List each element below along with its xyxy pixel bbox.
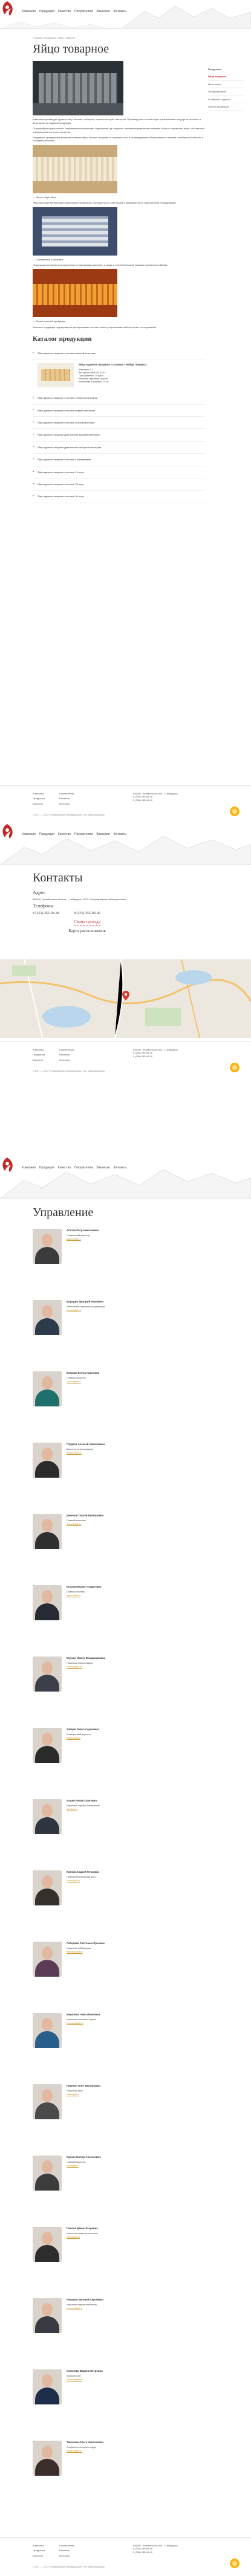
person-email[interactable]: zaitsev@ptf.ru [67, 1736, 81, 1739]
footer-link[interactable]: Контакты [59, 802, 70, 805]
person-role: Начальник службы безопасности [67, 1805, 100, 1808]
photo-head [42, 1305, 53, 1318]
photo-body [35, 1889, 59, 1905]
footer [0, 2537, 251, 2575]
person-info [67, 2369, 103, 2404]
person-role: Главный энергетик [67, 2161, 86, 2164]
product-name: Яйцо куриное пищевое столовое «Чебар. Фермы» [79, 363, 147, 367]
catalog-heading: Каталог продукции [33, 335, 92, 343]
footer-links [33, 2544, 74, 2559]
footer-link[interactable]: Покупателям [59, 1048, 74, 1051]
person-info [67, 1799, 100, 1834]
person-role: Юрисконсульт [67, 2375, 81, 2378]
sidebar-item[interactable]: Мясо птицы [208, 81, 244, 88]
copyright: © 2017 — ООО «Птицефабрика Чебаркульская». Все права защищены [33, 814, 105, 816]
person-photo [33, 1443, 62, 1478]
nav-item[interactable]: Продукция [39, 10, 54, 13]
person-info [67, 2227, 98, 2262]
nav-item[interactable]: Контакты [113, 1166, 127, 1170]
photo-caption: — Склад готовой продукции [33, 320, 66, 323]
paragraph: Продукция поставляется в картонных и пластиковых кассетах, а также в потребительской упаковке различного объема. [33, 263, 168, 266]
person-info [67, 1942, 105, 1977]
photo-head [42, 2303, 53, 2316]
nav-item[interactable]: Качество [57, 10, 71, 13]
header-band [0, 1156, 251, 1199]
footer-link[interactable]: Компания [33, 2544, 44, 2547]
person-role: Коммерческий директор [67, 1733, 91, 1736]
person-info [67, 1443, 105, 1478]
person-name: Павлов Денис Игоревич [67, 2227, 98, 2230]
person-email[interactable]: lebedeva@ptf.ru [67, 1950, 83, 1953]
person-name: Жукова Ирина Владимировна [67, 1657, 105, 1660]
person-name: Ильин Роман Олегович [67, 1799, 97, 1802]
logo-icon[interactable] [0, 0, 15, 17]
nav-item[interactable]: Контакты [113, 10, 127, 13]
photo-body [35, 1461, 59, 1478]
sidebar-item[interactable]: Яйцо товарное [208, 73, 244, 80]
person-name: Гордеев Алексей Николаевич [67, 1443, 105, 1446]
sidebar-item[interactable]: Прочая продукция [208, 103, 244, 111]
nav-item[interactable]: Компания [22, 832, 36, 836]
person-role: Главный зоотехник [67, 1519, 86, 1522]
product-line: Количество в упаковке: 10 шт. [79, 380, 109, 383]
footer-link[interactable]: Компания [33, 792, 44, 795]
photo-body [35, 2388, 59, 2404]
catalog-item[interactable]: + Яйцо куриное пищевое столовое второй категории [33, 417, 205, 429]
person-email[interactable]: orlov@ptf.ru [67, 2164, 79, 2167]
header-band [0, 823, 251, 865]
logo-icon[interactable] [0, 1156, 15, 1173]
person-name: Орлов Виктор Алексеевич [67, 2156, 101, 2159]
person-card [33, 1657, 205, 1692]
product-image [37, 363, 74, 387]
nav-item[interactable]: Качество [57, 1166, 71, 1170]
catalog-item[interactable]: + Яйцо куриное пищевое диетическое отборной категории [33, 442, 205, 454]
catalog-item[interactable]: + Яйцо куриное пищевое столовое первой категории [33, 405, 205, 417]
person-info [67, 1300, 105, 1335]
person-photo [33, 1799, 62, 1834]
person-email[interactable]: borodin@ptf.ru [67, 1309, 81, 1312]
footer-link[interactable]: Покупателям [59, 792, 74, 795]
product-line: Категория: С1 [79, 369, 93, 372]
nav-item[interactable]: Контакты [113, 832, 127, 836]
person-role: Директор по производству [67, 1448, 94, 1451]
catalog-item[interactable]: + Яйцо куриное пищевое столовое с витаминами [33, 454, 205, 466]
photo-head [42, 2089, 53, 2102]
person-name: Егоров Михаил Андреевич [67, 1585, 102, 1588]
person-card [33, 2156, 205, 2191]
sidebar-item[interactable]: Колбасные изделия [208, 96, 244, 103]
map-heading: Карта расположения [68, 928, 106, 933]
paragraph: Ежедневно предприятие выпускает свежее яйцо, которое поступает в торговые сети и на предприятия общественного питания Челябинской области и соседних регионов. [33, 135, 204, 143]
person-name: Морозова Анна Ивановна [67, 2013, 100, 2016]
photo-head [42, 1946, 53, 1960]
photo-head [42, 1376, 53, 1389]
footer-phone[interactable]: 8 (351) 255-94-48 [133, 2547, 153, 2551]
person-photo [33, 1585, 62, 1620]
photo-collection-line [33, 145, 117, 193]
product-line: Вес одного яйца: 55–64,9 г [79, 372, 106, 375]
person-info [67, 1657, 105, 1692]
page-title: Яйцо товарное [33, 42, 109, 56]
photo-body [35, 1318, 59, 1335]
photo-head [42, 2160, 53, 2174]
nav-item[interactable]: Вакансии [96, 10, 110, 13]
nav-item[interactable]: Продукция [39, 1166, 54, 1170]
person-card [33, 1870, 205, 1905]
person-card [33, 2441, 205, 2476]
person-role: Главный ветеринарный врач [67, 1876, 96, 1879]
person-email[interactable]: denisov@ptf.ru [67, 1522, 82, 1525]
footer-phone[interactable]: 8 (351) 255-94-49 [133, 798, 153, 802]
footer [0, 1042, 251, 1079]
nav-item[interactable]: Компания [22, 10, 36, 13]
photo-head [42, 1875, 53, 1889]
person-card [33, 1300, 205, 1335]
person-info [67, 2013, 100, 2048]
person-role: Начальник планового отдела [67, 2018, 96, 2021]
product-card [33, 359, 205, 392]
footer-link[interactable]: Продукция [33, 2549, 45, 2552]
person-card [33, 1443, 205, 1478]
person-photo [33, 1870, 62, 1905]
catalog-item[interactable]: + Яйцо куриное пищевое столовое 30 штук [33, 491, 205, 503]
person-role: Начальник цеха [67, 2090, 83, 2093]
photo-caption: — Сортировка и упаковка [33, 257, 63, 261]
footer-link[interactable]: Вакансии [59, 2549, 70, 2552]
photo-head [42, 1447, 53, 1461]
person-email[interactable]: vetrova@ptf.ru [67, 1380, 81, 1383]
person-info [67, 1870, 99, 1905]
person-email[interactable]: morozova@ptf.ru [67, 2021, 83, 2024]
sun-icon [230, 1063, 240, 1072]
person-photo [33, 1300, 62, 1335]
person-card [33, 2369, 205, 2404]
person-card [33, 1942, 205, 1977]
photo-body [35, 2245, 59, 2262]
person-name: Никитин Олег Викторович [67, 2084, 100, 2087]
product-line: Срок хранения: 25 суток [79, 375, 103, 378]
person-card [33, 1799, 205, 1834]
photo-head [42, 1733, 53, 1746]
management-page [0, 1156, 251, 2576]
person-card [33, 2084, 205, 2119]
footer-links [33, 792, 74, 807]
footer [0, 785, 251, 823]
photo-body [35, 2174, 59, 2191]
nav-item[interactable]: Вакансии [96, 832, 110, 836]
photo-head [42, 1804, 53, 1817]
person-role: Главный инженер [67, 1591, 85, 1594]
footer-link[interactable]: Контакты [59, 2554, 70, 2557]
person-photo [33, 2084, 62, 2119]
person-info [67, 2441, 103, 2476]
sidebar [208, 68, 244, 111]
person-name: Соколова Марина Петровна [67, 2369, 103, 2372]
person-role: Главный бухгалтер [67, 1377, 86, 1380]
catalog-item[interactable]: + Яйцо куриное пищевое столовое 20 штук [33, 478, 205, 491]
phones [33, 911, 205, 916]
footer-address: 456440, Челябинская обл., г. Чебаркуль [133, 2544, 178, 2547]
photo-head [42, 2232, 53, 2245]
contacts-page [0, 823, 251, 1156]
person-info [67, 2156, 101, 2191]
footer-link[interactable]: Качество [33, 2554, 43, 2557]
phone-number[interactable]: 8 (351) 255-94-48 [33, 911, 59, 915]
photo-head [42, 1661, 53, 1675]
person-info [67, 1371, 99, 1406]
footer-link[interactable]: Продукция [33, 797, 45, 800]
photo-head [42, 2374, 53, 2388]
paragraph: Качество продукции подтверждено декларациями соответствия и результатами лабораторных исследований. [33, 325, 157, 329]
person-name: Бородин Дмитрий Иванович [67, 1300, 104, 1303]
person-card [33, 2013, 205, 2048]
person-name: Тихонова Ольга Николаевна [67, 2441, 103, 2444]
footer-link[interactable]: Компания [33, 1048, 44, 1051]
photo-body [35, 1675, 59, 1692]
footer-link[interactable]: Вакансии [59, 1053, 70, 1057]
nav-item[interactable]: Покупателям [74, 1166, 93, 1170]
photo-head [42, 1234, 53, 1247]
photo-body [35, 2316, 59, 2333]
person-card [33, 1728, 205, 1763]
person-photo [33, 1371, 62, 1406]
product-details [79, 363, 147, 387]
top-nav [22, 10, 126, 14]
person-card [33, 1371, 205, 1406]
phones-heading: Телефоны [33, 903, 54, 909]
photo-head [42, 2446, 53, 2459]
photo-body [35, 1960, 59, 1977]
person-photo [33, 2227, 62, 2262]
footer-phone[interactable]: 8 (351) 255-94-48 [133, 795, 153, 799]
person-photo [33, 1229, 62, 1264]
catalog-item[interactable]: + Яйцо куриное пищевое столовое 10 штук [33, 466, 205, 478]
photo-head [42, 1590, 53, 1603]
catalog-item-open[interactable]: − Яйцо куриное пищевое столовое высшей категории [33, 347, 205, 359]
person-name: Козлов Андрей Петрович [67, 1870, 100, 1873]
person-name: Денисов Сергей Викторович [67, 1514, 104, 1517]
person-photo [33, 2369, 62, 2404]
person-photo [33, 2298, 62, 2333]
photo-body [35, 2102, 59, 2119]
footer-contacts [133, 1048, 212, 1058]
mountain-sketch [0, 823, 251, 865]
top-nav [22, 1166, 126, 1170]
person-name: Лебедева Светлана Юрьевна [67, 1942, 105, 1945]
sun-icon [230, 807, 240, 816]
breadcrumb: Главная / Продукция / Яйцо товарное [33, 36, 75, 39]
person-role: Специалист по охране труда [67, 2446, 96, 2449]
nav-item[interactable]: Покупателям [74, 832, 93, 836]
photo-head [42, 2018, 53, 2031]
top-nav [22, 832, 126, 837]
photo-warehouse [33, 269, 117, 317]
footer-link[interactable]: Вакансии [59, 797, 70, 800]
person-email[interactable]: nikitin@ptf.ru [67, 2093, 80, 2096]
person-name: Романов Евгений Сергеевич [67, 2298, 104, 2301]
person-name: Зайцев Павел Сергеевич [67, 1728, 99, 1731]
nav-item[interactable]: Компания [22, 1166, 36, 1170]
person-card [33, 1585, 205, 1620]
person-email[interactable]: ilyin@ptf.ru [67, 1808, 78, 1811]
footer-link[interactable]: Продукция [33, 1053, 45, 1057]
person-role: Начальник лаборатории [67, 1947, 91, 1950]
person-role: Начальник отдела кадров [67, 1662, 93, 1665]
person-email[interactable]: agapov@ptf.ru [67, 1237, 81, 1240]
photo-caption: — Линия сбора яйца [33, 195, 56, 199]
person-email[interactable]: romanov@ptf.ru [67, 2307, 82, 2310]
person-card [33, 1229, 205, 1264]
footer-address: 456440, Челябинская обл., г. Чебаркуль [133, 1048, 178, 1051]
product-page [0, 0, 251, 823]
catalog-item[interactable]: + Яйцо куриное пищевое столовое отборной категории [33, 392, 205, 404]
person-email[interactable]: kozlov@ptf.ru [67, 1879, 80, 1882]
mountain-sketch [0, 1156, 251, 1199]
person-email[interactable]: gordeev@ptf.ru [67, 1451, 82, 1454]
photo-body [35, 1389, 59, 1406]
nav-item[interactable]: Вакансии [96, 1166, 110, 1170]
contacts-content [33, 870, 205, 934]
footer-link[interactable]: Покупателям [59, 2544, 74, 2547]
person-info [67, 1585, 101, 1620]
nav-item[interactable]: Покупателям [74, 10, 93, 13]
footer-phone[interactable]: 8 (351) 255-94-49 [133, 1054, 153, 1058]
person-photo [33, 1514, 62, 1549]
person-info [67, 1728, 99, 1763]
catalog-item[interactable]: + Яйцо куриное пищевое диетическое высшей категории [33, 429, 205, 441]
sidebar-title: Продукция [208, 68, 221, 71]
person-email[interactable]: egorov@ptf.ru [67, 1594, 80, 1597]
footer-links [33, 1048, 74, 1063]
photo-sorting [33, 207, 117, 256]
photo-body [35, 2031, 59, 2048]
copyright: © 2017 — ООО «Птицефабрика Чебаркульская». Все права защищены [33, 1070, 105, 1072]
product-content [33, 36, 205, 503]
person-name: Агапов Петр Николаевич [67, 1229, 99, 1232]
nav-item[interactable]: Продукция [39, 832, 54, 836]
person-photo [33, 2441, 62, 2476]
paragraph: Птицефабрика располагает современными корпусами содержания кур-несушек, автоматизированными линиями сбора и сортировки яйца, собственной лабораторией контроля качества. [33, 127, 205, 134]
person-role: Начальник транспортного цеха [67, 2232, 98, 2235]
photo-body [35, 1247, 59, 1264]
footer-link[interactable]: Контакты [59, 1058, 70, 1061]
person-email[interactable]: sokolova@ptf.ru [67, 2378, 83, 2381]
photo-body [35, 1817, 59, 1834]
footer-phone[interactable]: 8 (351) 255-94-48 [133, 1051, 153, 1055]
person-name: Ветрова Елена Павловна [67, 1371, 100, 1374]
address-heading: Адрес [33, 890, 46, 895]
photo-body [35, 1532, 59, 1549]
product-line: Упаковка: картонная кассета [79, 377, 108, 380]
person-card [33, 1514, 205, 1549]
photo-head [42, 1519, 53, 1532]
location-map[interactable] [0, 959, 251, 1038]
page-title: Контакты [33, 871, 83, 884]
footer-link[interactable]: Качество [33, 1058, 43, 1061]
person-photo [33, 1657, 62, 1692]
person-photo [33, 1728, 62, 1763]
person-photo [33, 2156, 62, 2191]
map-pin-icon[interactable] [122, 991, 129, 1000]
person-photo [33, 1942, 62, 1977]
person-role: Генеральный директор [67, 1234, 90, 1237]
route-scheme-link[interactable]: Схема проезда [74, 919, 100, 926]
photo-eggs-line [33, 61, 123, 115]
sidebar-item[interactable]: Полуфабрикаты [208, 88, 244, 95]
page-title: Управление [33, 1206, 94, 1219]
person-info [67, 2084, 100, 2119]
person-info [67, 2298, 103, 2333]
photo-body [35, 1746, 59, 1763]
intro-text: Компания производит куриное яйцо высшей, отборной, первой и второй категорий. Производство соответствует требованиям стандартов качества и безопасности пищевой продукции. [33, 118, 201, 124]
person-role: Заместитель генерального директора [67, 1306, 105, 1309]
person-email[interactable]: pavlov@ptf.ru [67, 2235, 80, 2238]
person-card [33, 2298, 205, 2333]
person-email[interactable]: zhukova@ptf.ru [67, 1665, 82, 1668]
mountain-sketch [0, 0, 251, 29]
person-email[interactable]: tihonova@ptf.ru [67, 2449, 82, 2452]
footer-contacts [133, 2544, 212, 2554]
person-info [67, 1514, 103, 1549]
logo-icon[interactable] [0, 823, 15, 840]
sun-icon [230, 2558, 240, 2568]
person-photo [33, 2013, 62, 2048]
person-card [33, 2227, 205, 2262]
address-text: 456440, Челябинская область, г. Чебаркуль, ООО «Птицефабрика Чебаркульская» [33, 897, 126, 901]
footer-phone[interactable]: 8 (351) 255-94-49 [133, 2550, 153, 2554]
footer-contacts [133, 792, 212, 802]
phone-number[interactable]: 8 (351) 255-94-49 [74, 911, 100, 915]
footer-link[interactable]: Качество [33, 802, 43, 805]
footer-address: 456440, Челябинская обл., г. Чебаркуль [133, 792, 178, 795]
nav-item[interactable]: Качество [57, 832, 71, 836]
person-role: Начальник отдела снабжения [67, 2304, 97, 2307]
person-info [67, 1229, 99, 1264]
header-band [0, 0, 251, 29]
photo-body [35, 2459, 59, 2476]
copyright: © 2017 — ООО «Птицефабрика Чебаркульская». Все права защищены [33, 2566, 105, 2568]
photo-body [35, 1603, 59, 1620]
paragraph: Яйцо проходит ветеринарно-санитарную экспертизу, сортируется по категориям и маркируется на современном оборудовании. [33, 201, 177, 205]
